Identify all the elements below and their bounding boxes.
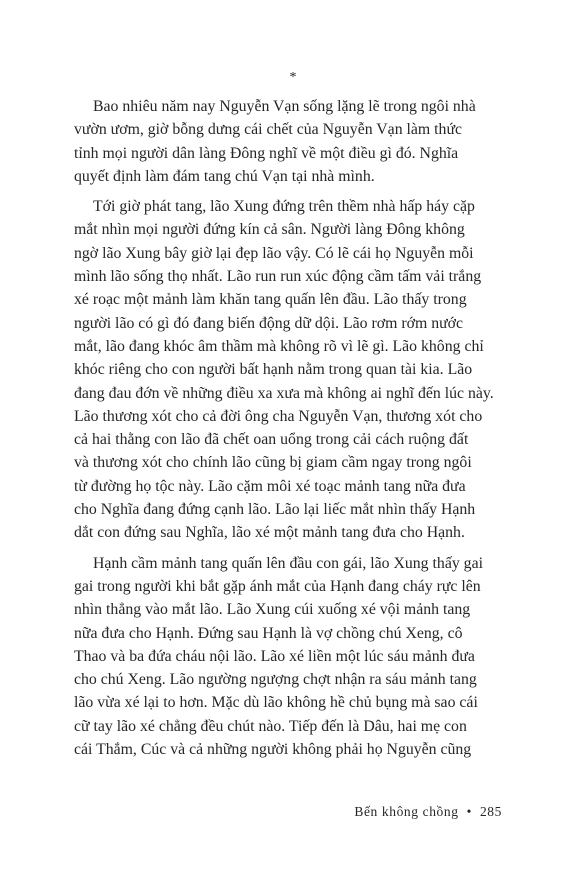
text-line: đang đau đớn về những điều xa xưa mà không ai nghĩ đến lúc này. bbox=[74, 384, 494, 402]
text-line: từ đường họ tộc này. Lão cặm môi xé toạc mảnh tang nữa đưa bbox=[74, 477, 466, 495]
book-title: Bến không chồng bbox=[354, 804, 459, 819]
body-text bbox=[74, 95, 518, 768]
text-line: quyết định làm đám tang chú Vạn tại nhà mình. bbox=[74, 167, 375, 185]
text-line: tỉnh mọi người dân làng Đông nghĩ về một điều gì đó. Nghĩa bbox=[74, 144, 459, 162]
paragraph bbox=[74, 95, 518, 188]
text-line: Hạnh cầm mảnh tang quấn lên đầu con gái, lão Xung thấy gai bbox=[93, 554, 483, 572]
text-line: lão vừa xé lại to hơn. Mặc dù lão không hề chủ bụng mà sao cái bbox=[74, 694, 478, 712]
running-footer bbox=[354, 804, 502, 820]
page-number: 285 bbox=[479, 804, 502, 819]
text-line: Bao nhiêu năm nay Nguyễn Vạn sống lặng lẽ trong ngôi nhà bbox=[93, 98, 476, 115]
text-line: gai trong người khi bắt gặp ánh mắt của Hạnh đang cháy rực lên bbox=[74, 577, 481, 595]
text-line: cho chú Xeng. Lão ngường ngượng chợt nhận ra sáu mảnh tang bbox=[74, 671, 477, 689]
text-line: mắt nhìn mọi người đứng kín cả sân. Người làng Đông không bbox=[74, 221, 465, 239]
paragraph bbox=[74, 195, 518, 544]
text-line: xé roạc một mảnh làm khăn tang quấn lên đầu. Lão thấy trong bbox=[74, 291, 467, 309]
paragraph bbox=[74, 552, 518, 762]
text-line: mắt, lão đang khóc âm thầm mà không rõ vì lẽ gì. Lão không chỉ bbox=[74, 337, 484, 355]
text-line: người lão có gì đó đang biến động dữ dội. Lão rơm rớm nước bbox=[74, 314, 464, 332]
text-line: Tới giờ phát tang, lão Xung đứng trên thềm nhà hấp háy cặp bbox=[93, 198, 475, 216]
text-line: nhìn thẳng vào mắt lão. Lão Xung cúi xuống xé vội mảnh tang bbox=[74, 601, 471, 619]
text-line: Lão thương xót cho cả đời ông cha Nguyễn Vạn, thương xót cho bbox=[74, 407, 483, 425]
footer-separator: • bbox=[466, 804, 472, 819]
text-line: khóc riêng cho con người bất hạnh nằm trong quan tài kia. Lão bbox=[74, 361, 473, 379]
text-line: cái Thắm, Cúc và cả những người không phải họ Nguyễn cũng bbox=[74, 741, 472, 759]
text-line: ngờ lão Xung bây giờ lại đẹp lão vậy. Có lẽ cái họ Nguyễn mỗi bbox=[74, 244, 474, 262]
text-line: dắt con đứng sau Nghĩa, lão xé một mảnh tang đưa cho Hạnh. bbox=[74, 524, 465, 542]
text-line: nữa đưa cho Hạnh. Đứng sau Hạnh là vợ chồng chú Xeng, cô bbox=[74, 624, 463, 642]
text-line: cho Nghĩa đang đứng cạnh lão. Lão lại liếc mắt nhìn thấy Hạnh bbox=[74, 501, 476, 519]
text-line: vườn ươm, giờ bỗng dưng cái chết của Nguyễn Vạn làm thức bbox=[74, 121, 463, 139]
text-line: và thương xót cho chính lão cũng bị giam cầm ngay trong ngôi bbox=[74, 454, 472, 472]
text-line: Thao và ba đứa cháu nội lão. Lão xé liền một lúc sáu mảnh đưa bbox=[74, 647, 475, 665]
section-separator: * bbox=[289, 70, 297, 85]
text-line: cả hai thằng con lão đã chết oan uổng trong cải cách ruộng đất bbox=[74, 431, 469, 449]
text-line: cữ tay lão xé chẳng đều chút nào. Tiếp đến là Dâu, hai mẹ con bbox=[74, 717, 467, 735]
text-line: mình lão sống thọ nhất. Lão run run xúc động cầm tấm vải trắng bbox=[74, 268, 482, 286]
